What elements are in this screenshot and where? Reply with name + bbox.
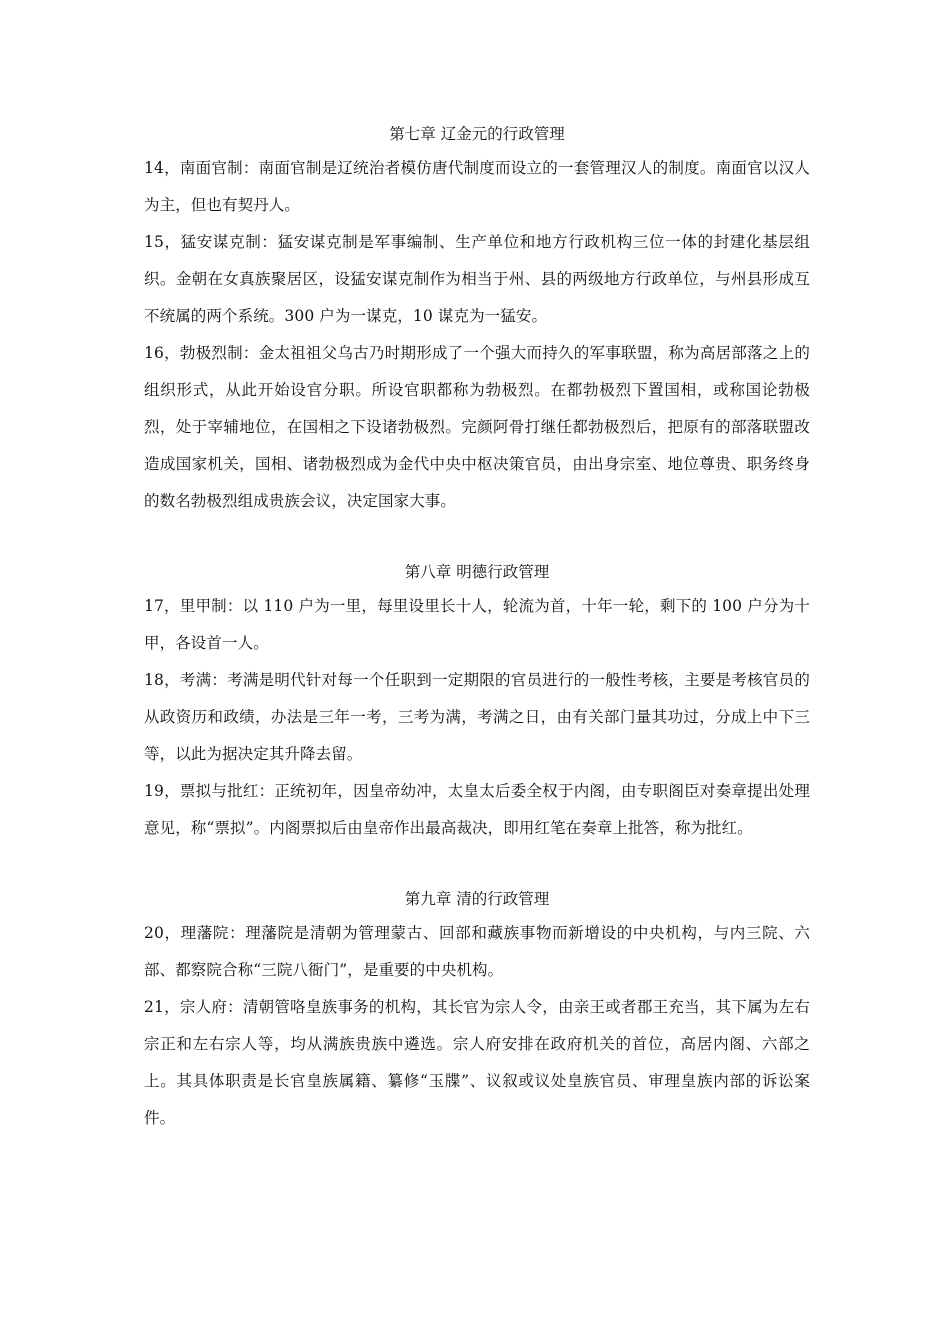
section-chapter-7 <box>144 118 810 520</box>
section-spacer <box>144 847 810 883</box>
entry-16: 16，勃极烈制：金太祖祖父乌古乃时期形成了一个强大而持久的军事联盟，称为高居部落之上的组织形式，从此开始设官分职。所设官职都称为勃极烈。在都勃极烈下置国相，或称国论勃极烈，处于宰辅地位，在国相之下设诸勃极烈。完颜阿骨打继任都勃极烈后，把原有的部落联盟改造成国家机关，国相、诸勃极烈成为金代中央中枢决策官员，由出身宗室、地位尊贵、职务终身的数名勃极烈组成贵族会议，决定国家大事。 <box>144 344 810 510</box>
entry-19: 19，票拟与批红：正统初年，因皇帝幼冲，太皇太后委全权于内阁，由专职阁臣对奏章提出处理意见，称“票拟”。内阁票拟后由皇帝作出最高裁决，即用红笔在奏章上批答，称为批红。 <box>144 782 810 837</box>
section-spacer <box>144 520 810 556</box>
chapter-title: 第七章 辽金元的行政管理 <box>389 125 565 143</box>
entry-15: 15，猛安谋克制：猛安谋克制是军事编制、生产单位和地方行政机构三位一体的封建化基层组织。金朝在女真族聚居区，设猛安谋克制作为相当于州、县的两级地方行政单位，与州县形成互不统属的两个系统。300 户为一谋克，10 谋克为一猛安。 <box>144 233 810 325</box>
section-chapter-8 <box>144 556 810 847</box>
entry-18: 18，考满：考满是明代针对每一个任职到一定期限的官员进行的一般性考核，主要是考核官员的从政资历和政绩，办法是三年一考，三考为满，考满之日，由有关部门量其功过，分成上中下三等，以此为据决定其升降去留。 <box>144 671 810 763</box>
entry-17: 17，里甲制：以 110 户为一里，每里设里长十人，轮流为首，十年一轮，剩下的 100 户分为十甲，各设首一人。 <box>144 597 810 652</box>
section-chapter-9 <box>144 883 810 1137</box>
chapter-title: 第八章 明德行政管理 <box>404 563 550 581</box>
chapter-title: 第九章 清的行政管理 <box>404 890 550 908</box>
entry-20: 20，理藩院：理藩院是清朝为管理蒙古、回部和藏族事物而新增设的中央机构，与内三院、六部、都察院合称“三院八衙门”，是重要的中央机构。 <box>144 924 810 979</box>
entry-14: 14，南面官制：南面官制是辽统治者模仿唐代制度而设立的一套管理汉人的制度。南面官以汉人为主，但也有契丹人。 <box>144 159 810 214</box>
document-page <box>144 118 810 1137</box>
entry-21: 21，宗人府：清朝管咯皇族事务的机构，其长官为宗人令，由亲王或者郡王充当，其下属为左右宗正和左右宗人等，均从满族贵族中遴选。宗人府安排在政府机关的首位，高居内阁、六部之上。其具体职责是长官皇族属籍、纂修“玉牒”、议叙或议处皇族官员、审理皇族内部的诉讼案件。 <box>144 998 810 1127</box>
